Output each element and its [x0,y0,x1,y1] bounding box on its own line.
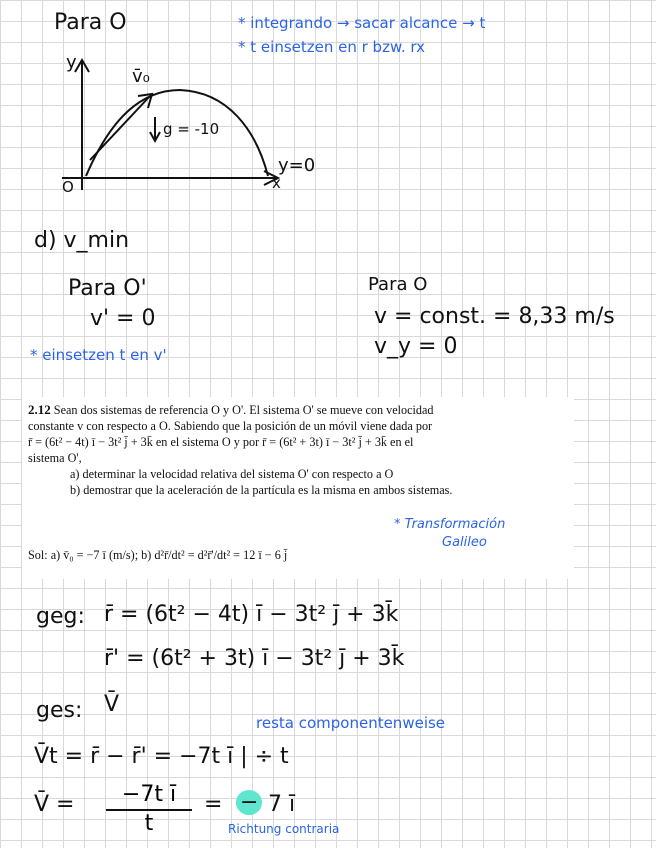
problem-text-4: sistema O', [28,451,82,465]
v0-label: v̄₀ [132,66,150,87]
left-col-line: v' = 0 [90,306,156,331]
v-denominator: t [144,811,154,836]
v-rhs: 7 ī [268,792,296,817]
x-axis-label: x [272,174,281,192]
geg-line-2: r̄' = (6t² + 3t) ī − 3t² j̄ + 3k̄ [104,646,405,671]
left-col-heading: Para O' [68,276,147,301]
v-numerator: −7t ī [106,782,192,811]
geg-line-1: r̄ = (6t² − 4t) ī − 3t² j̄ + 3k̄ [104,602,399,627]
right-col-line-2: v_y = 0 [374,334,458,359]
note-einsetzen: * einsetzen t en v' [30,346,167,364]
note-galileo: Galileo [442,535,487,550]
ges-value: V̄ [104,692,120,717]
problem-solution: Sol: a) v̄₀ = −7 ī (m/s); b) d²r̄/dt² = d²r̄'/dt² = 12 ī − 6 j̄ [28,548,288,562]
note-integrando: * integrando → sacar alcance → t [238,14,486,32]
geg-label: geg: [36,604,85,629]
v-minus-highlight [236,790,262,815]
v-lhs: V̄ = [34,792,75,817]
note-resta: resta componentenweise [256,714,446,732]
problem-text-1: Sean dos sistemas de referencia O y O'. El sistema O' se mueve con velocidad [53,403,434,417]
part-d-label: d) v_min [34,228,130,253]
origin-label: O [62,178,74,196]
note-richtung: Richtung contraria [228,822,340,836]
problem-number: 2.12 [28,402,51,417]
g-label: g = -10 [163,120,220,138]
note-transformacion: * Transformación [394,517,506,532]
problem-item-a: a) determinar la velocidad relativa del sistema O' con respecto a O [70,467,394,481]
problem-text-2: constante v con respecto a O. Sabiendo que la posición de un móvil viene dada por [28,419,433,433]
v0-vector [90,96,150,160]
problem-item-b: b) demostrar que la aceleración de la partícula es la misma en ambos sistemas. [70,483,453,497]
v-fraction [106,782,192,836]
y-eq-zero-label: y=0 [278,155,316,176]
note-t-einsetzen: * t einsetzen en r bzw. rx [238,38,426,56]
v-eq-sign: = [204,792,223,817]
problem-box [22,397,574,579]
right-col-line-1: v = const. = 8,33 m/s [374,304,615,329]
ges-label: ges: [36,698,83,723]
right-col-heading: Para O [368,274,428,295]
problem-text-3: r̄ = (6t² − 4t) ī − 3t² j̄ + 3k̄ en el sistema O y por r̄ = (6t² + 3t) ī − 3t² j̄ + 3k̄ en el [28,435,414,449]
vt-line: V̄t = r̄ − r̄' = −7t ī | ÷ t [34,744,289,769]
heading-para-o: Para O [54,10,127,35]
y-axis-label: y [66,52,77,73]
v-minus: − [236,790,262,815]
